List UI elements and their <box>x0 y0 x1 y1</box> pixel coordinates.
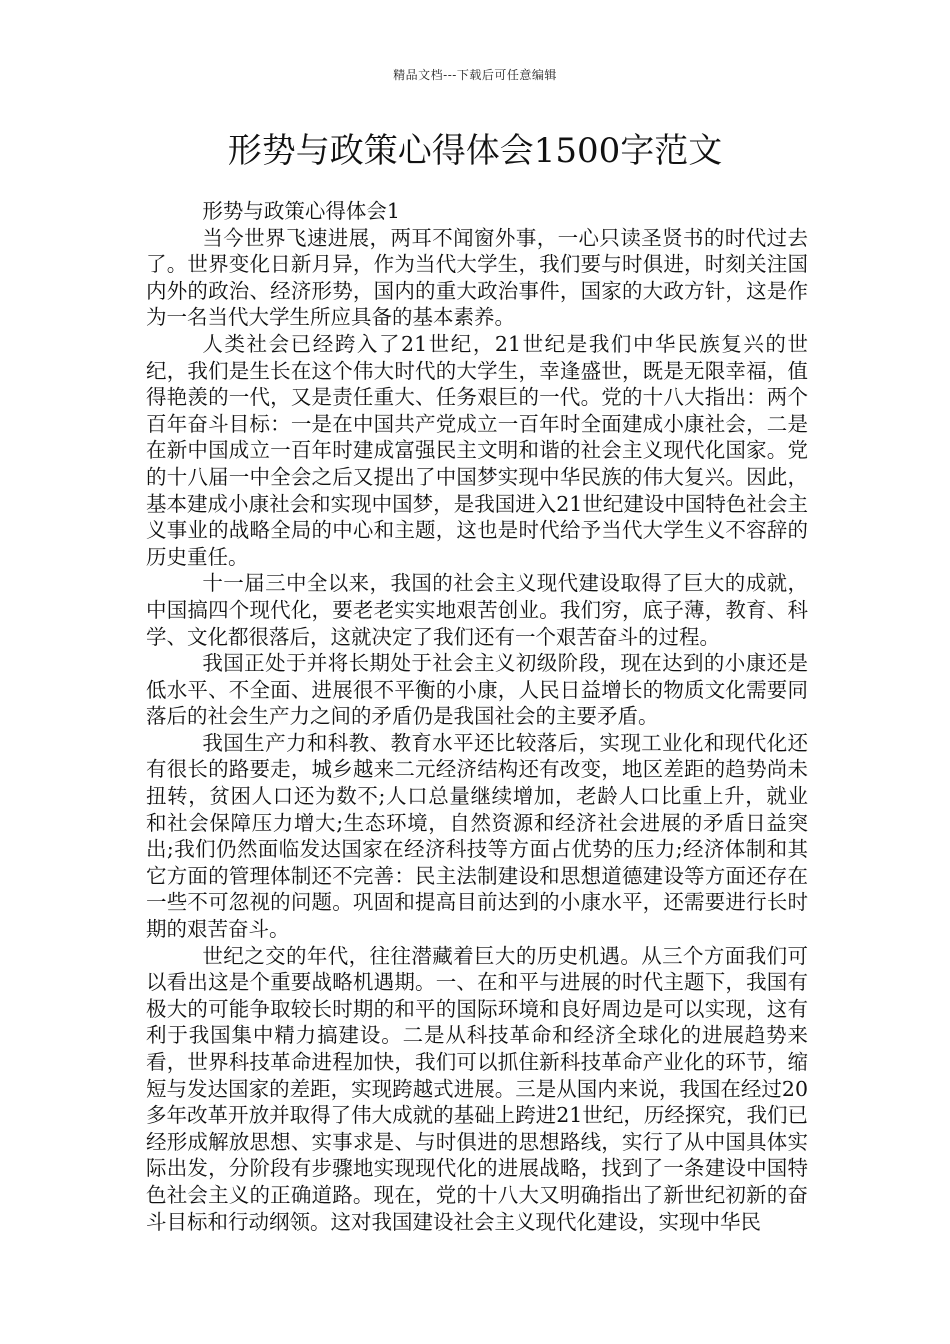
paragraph: 世纪之交的年代，往往潜藏着巨大的历史机遇。从三个方面我们可以看出这是个重要战略机遇期。一、在和平与进展的时代主题下，我国有极大的可能争取较长时期的和平的国际环境和良好周边是可以实现，这有利于我国集中精力搞建设。二是从科技革命和经济全球化的进展趋势来看，世界科技革命进程加快，我们可以抓住新科技革命产业化的环节，缩短与发达国家的差距，实现跨越式进展。三是从国内来说，我国在经过20多年改革开放并取得了伟大成就的基础上跨进21世纪，历经探究，我们已经形成解放思想、实事求是、与时俱进的思想路线，实行了从中国具体实际出发，分阶段有步骤地实现现代化的进展战略，找到了一条建设中国特色社会主义的正确道路。现在，党的十八大又明确指出了新世纪初新的奋斗目标和行动纲领。这对我国建设社会主义现代化建设，实现中华民 <box>146 943 808 1234</box>
paragraph: 人类社会已经跨入了21世纪，21世纪是我们中华民族复兴的世纪，我们是生长在这个伟大时代的大学生，幸逢盛世，既是无限幸福，值得艳羡的一代，又是责任重大、任务艰巨的一代。党的十八大指出：两个百年奋斗目标：一是在中国共产党成立一百年时全面建成小康社会，二是在新中国成立一百年时建成富强民主文明和谐的社会主义现代化国家。党的十八届一中全会之后又提出了中国梦实现中华民族的伟大复兴。因此，基本建成小康社会和实现中国梦，是我国进入21世纪建设中国特色社会主义事业的战略全局的中心和主题，这也是时代给予当代大学生义不容辞的历史重任。 <box>146 331 808 569</box>
paragraph: 我国正处于并将长期处于社会主义初级阶段，现在达到的小康还是低水平、不全面、进展很不平衡的小康，人民日益增长的物质文化需要同落后的社会生产力之间的矛盾仍是我国社会的主要矛盾。 <box>146 651 808 729</box>
header-note: 精品文档---下载后可任意编辑 <box>393 68 557 82</box>
document-title: 形势与政策心得体会1500字范文 <box>227 131 723 171</box>
paragraph: 我国生产力和科教、教育水平还比较落后，实现工业化和现代化还有很长的路要走，城乡越来二元经济结构还有改变，地区差距的趋势尚未扭转，贫困人口还为数不;人口总量继续增加，老龄人口比重上升，就业和社会保障压力增大;生态环境，自然资源和经济社会进展的矛盾日益突出;我们仍然面临发达国家在经济科技等方面占优势的压力;经济体制和其它方面的管理体制还不完善：民主法制建设和思想道德建设等方面还存在一些不可忽视的问题。巩固和提高目前达到的小康水平，还需要进行长时期的艰苦奋斗。 <box>146 730 808 942</box>
section-heading: 形势与政策心得体会1 <box>202 199 400 223</box>
document-body <box>146 198 808 1235</box>
paragraph: 十一届三中全以来，我国的社会主义现代建设取得了巨大的成就，中国搞四个现代化，要老老实实地艰苦创业。我们穷，底子薄，教育、科学、文化都很落后，这就决定了我们还有一个艰苦奋斗的过程。 <box>146 571 808 649</box>
paragraph: 当今世界飞速进展，两耳不闻窗外事，一心只读圣贤书的时代过去了。世界变化日新月异，作为当代大学生，我们要与时俱进，时刻关注国内外的政治、经济形势，国内的重大政治事件，国家的大政方针，这是作为一名当代大学生所应具备的基本素养。 <box>146 225 808 330</box>
